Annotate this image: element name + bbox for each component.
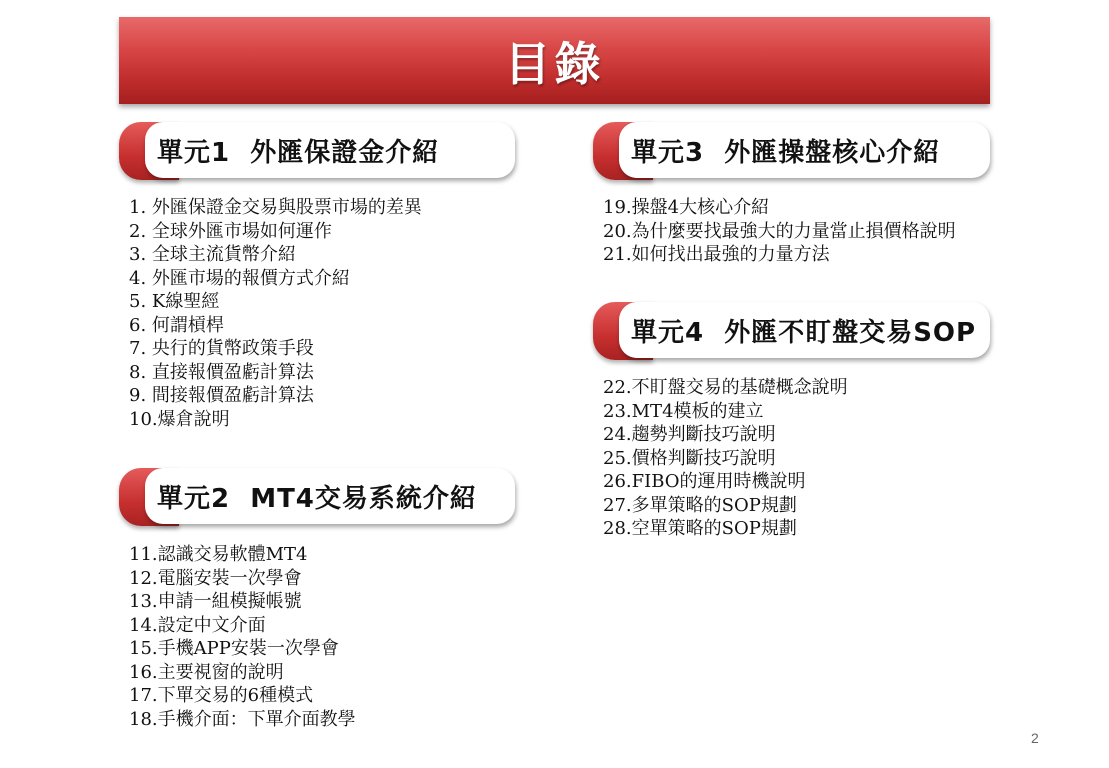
unit-title-box (145, 122, 515, 178)
list-item: 24.趨勢判斷技巧說明 (603, 424, 776, 445)
list-item: 22.不盯盤交易的基礎概念說明 (603, 377, 848, 398)
list-item: 19.操盤4大核心介紹 (603, 197, 770, 218)
list-item: 5. K線聖經 (129, 291, 220, 312)
unit-title-box (145, 468, 515, 524)
list-item: 1. 外匯保證金交易與股票市場的差異 (129, 197, 422, 218)
list-item: 4. 外匯市場的報價方式介紹 (129, 267, 350, 289)
title-banner (119, 17, 990, 104)
page-title: 目錄 (504, 36, 605, 91)
unit-4-item-list (603, 376, 848, 541)
list-item: 13.申請一組模擬帳號 (129, 591, 302, 612)
list-item: 20.為什麼要找最強大的力量當止損價格說明 (603, 220, 956, 242)
list-item: 3. 全球主流貨幣介紹 (129, 244, 296, 265)
unit-3-title: 單元3 外匯操盤核心介紹 (631, 137, 941, 168)
unit-1-item-list (129, 196, 422, 431)
list-item: 11.認識交易軟體MT4 (129, 544, 308, 565)
unit-title-box (619, 122, 990, 178)
list-item: 2. 全球外匯市場如何運作 (129, 220, 332, 242)
unit-title-box (619, 302, 990, 358)
list-item: 18.手機介面：下單介面教學 (129, 708, 356, 730)
list-item: 9. 間接報價盈虧計算法 (129, 385, 314, 406)
unit-4-header (593, 302, 990, 362)
unit-2-item-list (129, 543, 356, 731)
list-item: 10.爆倉說明 (129, 408, 230, 430)
unit-3-item-list (603, 196, 956, 267)
unit-4-title: 單元4 外匯不盯盤交易SOP (631, 317, 977, 348)
list-item: 21.如何找出最強的力量方法 (603, 244, 830, 265)
page-number: 2 (1031, 730, 1039, 746)
list-item: 14.設定中文介面 (129, 614, 266, 636)
list-item: 12.電腦安裝一次學會 (129, 567, 302, 589)
unit-2-title: 單元2 MT4交易系統介紹 (157, 483, 477, 514)
list-item: 8. 直接報價盈虧計算法 (129, 361, 314, 383)
list-item: 16.主要視窗的說明 (129, 661, 284, 683)
list-item: 26.FIBO的運用時機說明 (603, 471, 806, 492)
list-item: 23.MT4模板的建立 (603, 400, 764, 422)
unit-2-header (119, 468, 515, 528)
list-item: 15.手機APP安裝一次學會 (129, 638, 339, 659)
unit-3-header (593, 122, 990, 182)
list-item: 25.價格判斷技巧說明 (603, 447, 776, 469)
list-item: 6. 何謂槓桿 (129, 314, 224, 336)
list-item: 27.多單策略的SOP規劃 (603, 494, 797, 516)
unit-1-header (119, 122, 515, 182)
list-item: 17.下單交易的6種模式 (129, 685, 314, 706)
list-item: 7. 央行的貨幣政策手段 (129, 338, 314, 359)
unit-1-title: 單元1 外匯保證金介紹 (157, 137, 440, 168)
list-item: 28.空單策略的SOP規劃 (603, 518, 797, 539)
